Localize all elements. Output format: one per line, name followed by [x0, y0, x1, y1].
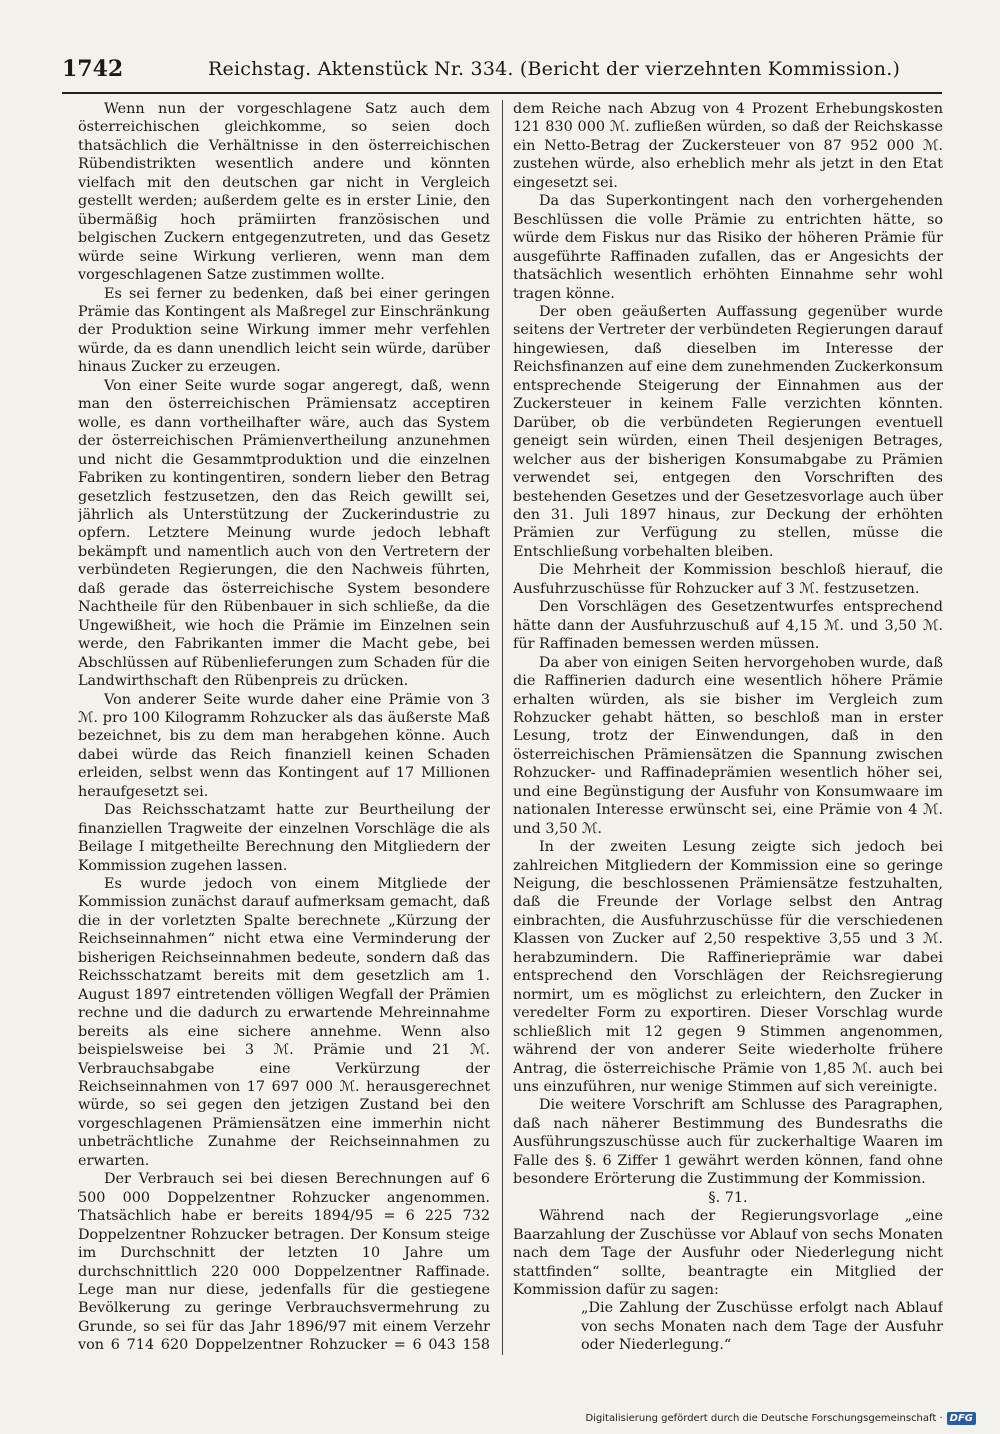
paragraph: Da aber von einigen Seiten hervorgehoben wurde, daß die Raffinerien dadurch eine wesentlich höhere Prämie erhalten würden, als sie bisher im Vergleich zum Rohzucker gehabt hätten, so beschloß man in erster Lesung, trotz der Einwendungen, daß in den österreichischen Prämiensätzen die Spannung zwischen Rohzucker- und Raffinadeprämien wesentlich höher sei, und eine Begünstigung der Ausfuhr von Konsumwaare im nationalen Interesse erwünscht sei, eine Prämie von 4 ℳ. und 3,50 ℳ.	[513, 654, 943, 837]
paragraph: Es sei ferner zu bedenken, daß bei einer geringen Prämie das Kontingent als Maßregel zur Einschränkung der Produktion seine Wirkung immer mehr verfehlen würde, da es dann unendlich leicht sein würde, darüber hinaus Zucker zu erzeugen.	[78, 285, 490, 376]
paragraph: In der zweiten Lesung zeigte sich jedoch bei zahlreichen Mitgliedern der Kommission eine so geringe Neigung, die beschlossenen Prämiensätze festzuhalten, daß die Freunde der Vorlage selbst den Antrag einbrachten, die Ausfuhrzuschüsse für die verschiedenen Klassen von Zucker auf 2,50 respektive 3,55 und 3 ℳ. herabzumindern. Die Raffinerieprämie war dabei entsprechend den Vorschlägen der Reichsregierung normirt, um es möglichst zu erleichtern, den Zucker in veredelter Form zu exportiren. Dieser Vorschlag wurde schließlich mit 12 gegen 9 Stimmen angenommen, während der von anderer Seite wiederholte frühere Antrag, die österreichische Prämie von 1,85 ℳ. auch bei uns einzuführen, nur wenige Stimmen auf sich vereinigte.	[513, 839, 943, 1096]
paragraph: Der oben geäußerten Auffassung gegenüber wurde seitens der Vertreter der verbündeten Regierungen darauf hingewiesen, daß dieselben im Interesse der Reichsfinanzen auf eine dem zunehmenden Zuckerkonsum entsprechende Steigerung der Einnahmen aus der Zuckersteuer in keinem Falle verzichten könnten. Darüber, ob die verbündeten Regierungen eventuell geneigt sein würden, einen Theil desjenigen Betrages, welcher aus der bisherigen Konsumabgabe zu Prämien verwendet sei, entgegen den Vorschriften des bestehenden Gesetzes und der Gesetzesvorlage auch über den 31. Juli 1897 hinaus, zur Deckung der erhöhten Prämien zur Verfügung zu stellen, müsse die Entschließung vorbehalten bleiben.	[513, 303, 943, 560]
paragraph: Die Mehrheit der Kommission beschloß hierauf, die Ausfuhrzuschüsse für Rohzucker auf 3 ℳ. festzusetzen.	[513, 562, 943, 597]
quoted-proposal: „Die Zahlung der Zuschüsse erfolgt nach Ablauf von sechs Monaten nach dem Tage der Ausfuhr oder Niederlegung.“	[581, 1300, 943, 1354]
right-column	[513, 100, 943, 1355]
left-column	[78, 100, 490, 1355]
running-title: Reichstag. Aktenstück Nr. 334. (Bericht der vierzehnten Kommission.)	[208, 58, 901, 80]
page-header	[62, 50, 942, 94]
paragraph: Der Verbrauch sei bei diesen Berechnungen auf 6 500 000 Doppelzentner Rohzucker angenommen. Thatsächlich habe er bereits 1894/95 = 6 225 732 Doppelzentner Rohzucker betragen. Der Konsum steige im Durchschnitt der letzten 10 Jahre um durchschnittlich 220 000 Doppelzentner Raffinade. Lege man nur diese, jedenfalls für die gestiegene Bevölkerung zu geringe Verbrauchsvermehrung zu Grunde, so sei für das Jahr 1896/97 mit einem Verzehr von 6 714 620 Doppelzentner Rohzucker = 6 043 158	[78, 1171, 490, 1354]
column-divider	[502, 100, 503, 1355]
paragraph: Die weitere Vorschrift am Schlusse des Paragraphen, daß nach näherer Bestimmung des Bundesraths die Ausführungszuschüsse auch für zuckerhaltige Waaren im Falle des §. 6 Ziffer 1 gewährt werden können, fand ohne besondere Erörterung die Zustimmung der Kommission.	[513, 1097, 943, 1188]
paragraph: Von anderer Seite wurde daher eine Prämie von 3 ℳ. pro 100 Kilogramm Rohzucker als das äußerste Maß bezeichnet, bis zu dem man herabgehen könne. Auch dabei würde das Reich finanziell keinen Schaden erleiden, selbst wenn das Kontingent auf 17 Millionen heraufgesetzt sei.	[78, 691, 490, 800]
paragraph: Wenn nun der vorgeschlagene Satz auch dem österreichischen gleichkomme, so seien doch thatsächlich die Verhältnisse in den österreichischen Rübendistrikten wesentlich andere und könnten vielfach mit den deutschen gar nicht in Vergleich gestellt werden; außerdem gelte es in erster Linie, den übermäßig hoch prämiirten französischen und belgischen Zuckern entgegenzutreten, und das Gesetz würde seine Wirkung verlieren, wenn man dem vorgeschlagenen Satze zustimmen wollte.	[78, 101, 490, 284]
paragraph: dem Reiche nach Abzug von 4 Prozent Erhebungskosten 121 830 000 ℳ. zufließen würden, so daß der Reichskasse ein Netto-Betrag der Zuckersteuer von 87 952 000 ℳ. zustehen würde, also erheblich mehr als jetzt in den Etat eingesetzt sei.	[513, 101, 943, 191]
section-heading-71: §. 71.	[708, 1189, 748, 1206]
dfg-logo-icon: DFG	[947, 1412, 976, 1425]
paragraph: Es wurde jedoch von einem Mitgliede der Kommission zunächst darauf aufmerksam gemacht, daß die in der vorletzten Spalte berechnete „Kürzung der Reichseinnahmen“ nicht etwa eine Verminderung der bisherigen Reichseinnahmen bedeute, sondern daß das Reichsschatzamt bereits mit dem gesetzlich am 1. August 1897 eintretenden völligen Wegfall der Prämien rechne und die dadurch zu erwartende Mehreinnahme bereits als eine sichere annehme. Wenn also beispielsweise bei 3 ℳ. Prämie und 21 ℳ. Verbrauchsabgabe eine Verkürzung der Reichseinnahmen von 17 697 000 ℳ. herausgerechnet würde, so sei gegen den jetzigen Zustand bei den vorgeschlagenen Prämiensätzen eine immerhin nicht unbeträchtliche Zunahme der Reichseinnahmen zu erwarten.	[78, 876, 490, 1169]
paragraph: Das Reichsschatzamt hatte zur Beurtheilung der finanziellen Tragweite der einzelnen Vorschläge die als Beilage I mitgetheilte Berechnung den Mitgliedern der Kommission zugehen lassen.	[78, 802, 490, 874]
footer-credit: Digitalisierung gefördert durch die Deutsche Forschungsgemeinschaft ·	[585, 1413, 943, 1424]
page-number: 1742	[62, 56, 124, 82]
paragraph: Von einer Seite wurde sogar angeregt, daß, wenn man den österreichischen Prämiensatz acceptiren wolle, es dann vortheilhafter wäre, auch das System der österreichischen Prämienvertheilung anzunehmen und nicht die Gesammtproduktion und die einzelnen Fabriken zu kontingentiren, sondern lieber den Betrag gesetzlich festzusetzen, den das Reich gewillt sei, jährlich als Unterstützung der Zuckerindustrie zu opfern. Letztere Meinung wurde jedoch lebhaft bekämpft und namentlich auch von den Vertretern der verbündeten Regierungen, die den Nachweis führten, daß gerade das österreichische System besondere Nachtheile für den Rübenbauer in sich schließe, da die Ungewißheit, wie hoch die Prämie im Einzelnen sein werde, den Fabrikanten immer die Macht gebe, bei Abschlüssen auf Rübenlieferungen zum Schaden für die Landwirthschaft den Rübenpreis zu drücken.	[78, 377, 490, 690]
digitization-footer	[585, 1412, 976, 1425]
paragraph: Den Vorschlägen des Gesetzentwurfes entsprechend hätte dann der Ausfuhrzuschuß auf 4,15 ℳ. und 3,50 ℳ. für Raffinaden bemessen werden müssen.	[513, 599, 943, 653]
paragraph: Da das Superkontingent nach den vorhergehenden Beschlüssen die volle Prämie zu entrichten hätte, so würde dem Fiskus nur das Risiko der höheren Prämie für ausgeführte Raffinaden zufallen, das er Angesichts der thatsächlich wesentlich erhöhten Einnahme sehr wohl tragen könne.	[513, 193, 943, 302]
paragraph: Während nach der Regierungsvorlage „eine Baarzahlung der Zuschüsse vor Ablauf von sechs Monaten nach dem Tage der Ausfuhr oder Niederlegung nicht stattfinden“ sollte, beantragte ein Mitglied der Kommission dafür zu sagen:	[513, 1208, 943, 1298]
